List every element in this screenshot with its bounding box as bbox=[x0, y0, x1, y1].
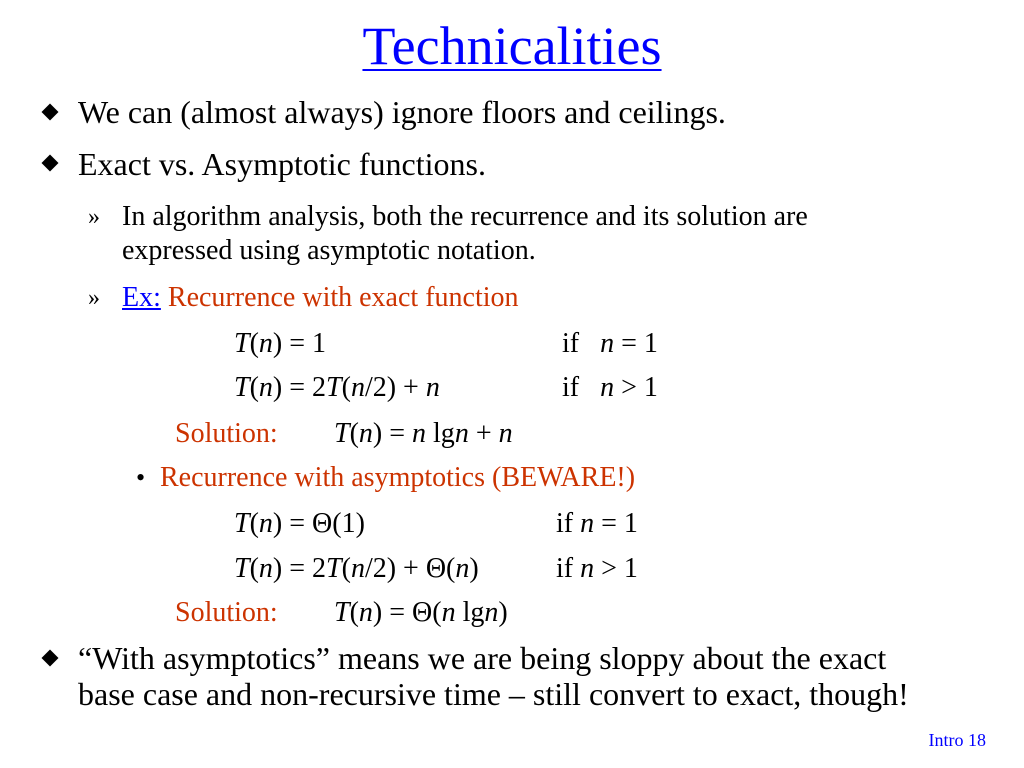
exact-solution-expr: T(n) = n lgn + n bbox=[334, 418, 513, 449]
raquo-bullet-icon: » bbox=[88, 285, 100, 311]
asym-solution-expr: T(n) = Θ(n lgn) bbox=[334, 597, 508, 628]
raquo-bullet-icon: » bbox=[88, 204, 100, 230]
ex-link[interactable]: Ex: bbox=[122, 282, 161, 313]
slide-footer: Intro 18 bbox=[928, 730, 986, 750]
dot-bullet-icon: • bbox=[136, 463, 146, 492]
diamond-bullet-icon bbox=[42, 155, 59, 172]
sub-asymptotic: Recurrence with asymptotics (BEWARE!) bbox=[160, 462, 636, 493]
bullet-sloppy-line2: base case and non-recursive time – still convert to exact, though! bbox=[78, 676, 909, 712]
exact-row2-cond: if n > 1 bbox=[562, 372, 658, 403]
asym-row2-cond: if n > 1 bbox=[556, 553, 638, 584]
asym-row2-expr: T(n) = 2T(n/2) + Θ(n) bbox=[234, 553, 479, 584]
sub-analysis-line1: In algorithm analysis, both the recurrence and its solution are bbox=[122, 201, 808, 232]
asym-row1-cond: if n = 1 bbox=[556, 508, 638, 539]
exact-row1-cond: if n = 1 bbox=[562, 328, 658, 359]
exact-solution-label: Solution: bbox=[175, 418, 278, 449]
asym-row1-expr: T(n) = Θ(1) bbox=[234, 508, 365, 539]
exact-function-label: Recurrence with exact function bbox=[167, 282, 519, 313]
diamond-bullet-icon bbox=[42, 104, 59, 121]
asym-solution-label: Solution: bbox=[175, 597, 278, 628]
sub-analysis-line2: expressed using asymptotic notation. bbox=[122, 235, 536, 266]
slide-title: Technicalities bbox=[362, 16, 662, 76]
bullet-floors-ceilings: We can (almost always) ignore floors and ceilings. bbox=[78, 94, 726, 130]
diamond-bullet-icon bbox=[42, 650, 59, 667]
bullet-sloppy-line1: “With asymptotics” means we are being sloppy about the exact bbox=[78, 640, 887, 676]
bullet-exact-vs-asymptotic: Exact vs. Asymptotic functions. bbox=[78, 146, 486, 182]
exact-row2-expr: T(n) = 2T(n/2) + n bbox=[234, 372, 440, 403]
exact-row1-expr: T(n) = 1 bbox=[234, 328, 327, 359]
sub-example bbox=[122, 281, 519, 315]
